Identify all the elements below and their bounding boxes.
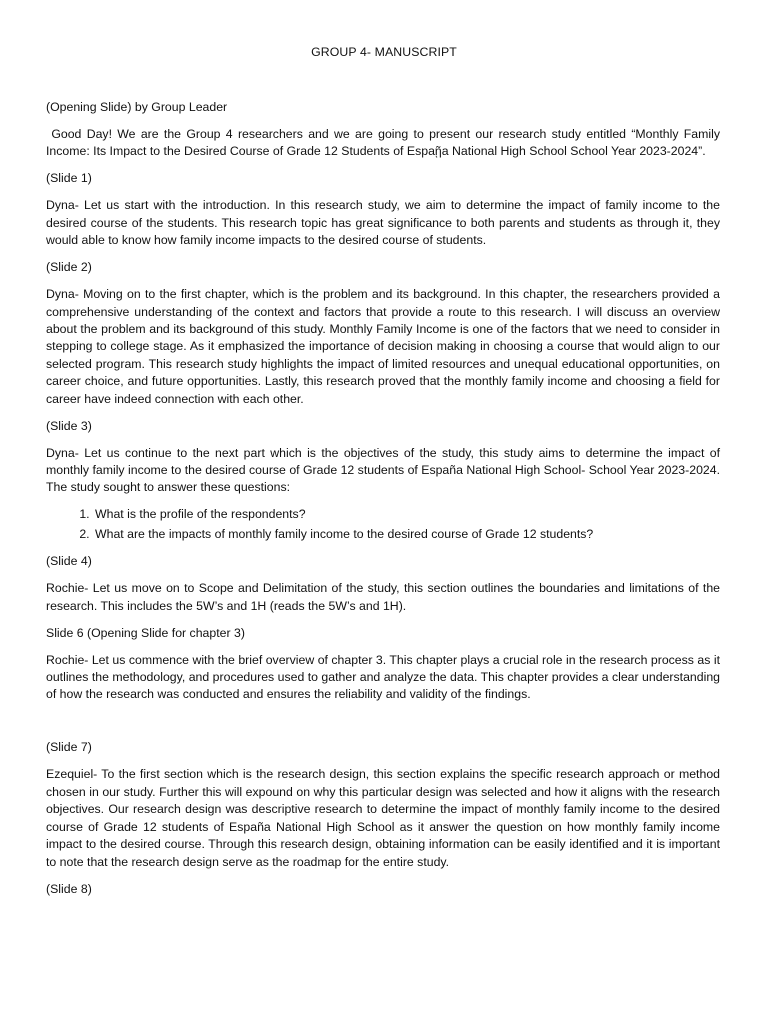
slide-1-label: (Slide 1) — [46, 171, 92, 186]
slide-2-paragraph: Dyna- Moving on to the first chapter, which is the problem and its background. In this chapter, the researchers provided a comprehensive understanding of the context and factors that provide a route to this research. I will discuss an overview about the problem and its background of this study. Monthly Family Income is one of the factors that we need to consider in stepping to college stage. As it emphasized the importance of decision making in choosing a course that would align to our selected program. This research study highlights the impact of limited resources and unequal educational opportunities, on career choice, and future opportunities. Lastly, this research proved that the monthly family income and choosing a field for career have indeed connection with each other. — [46, 287, 720, 406]
slide-7-paragraph: Ezequiel- To the first section which is the research design, this section explains the specific research approach or method chosen in our study. Further this will expound on why this particular design was selected and how it aligns with the research objectives. Our research design was descriptive research to determine the impact of monthly family income to the desired course of Grade 12 students of España National High School as it answer the question on how monthly family income impact to the desired course. Through this research design, obtaining information can be easily identified and it is important to note that the research design serve as the roadmap for the entire study. — [46, 767, 720, 869]
research-questions-list — [46, 506, 720, 543]
opening-slide-label: (Opening Slide) by Group Leader — [46, 100, 228, 114]
slide-3-paragraph: Dyna- Let us continue to the next part which is the objectives of the study, this study aims to determine the impact of monthly family income to the desired course of Grade 12 students of España National High School- School Year 2023-2024. The study sought to answer these questions: — [46, 445, 720, 495]
slide-6-paragraph: Rochie- Let us commence with the brief overview of chapter 3. This chapter plays a crucial role in the research process as it outlines the methodology, and procedures used to gather and analyze the data. This chapter provides a clear understanding of how the research was conducted and ensures the reliability and validity of the findings. — [46, 652, 720, 702]
slide-3-label: (Slide 3) — [46, 418, 92, 433]
slide-6-label: Slide 6 (Opening Slide for chapter 3) — [46, 625, 245, 640]
list-item: 1. What is the profile of the respondents? — [93, 506, 720, 523]
slide-4-label: (Slide 4) — [46, 554, 92, 569]
blank-gap — [46, 713, 720, 739]
opening-paragraph: Good Day! We are the Group 4 researchers and we are going to present our research study entitled “Monthly Family Income: Its Impact to the Desired Course of Grade 12 Students of Espaῇa National High School School Year 2023-2024”. — [46, 127, 724, 159]
slide-7-label: (Slide 7) — [46, 740, 92, 755]
slide-1-paragraph: Dyna- Let us start with the introduction. In this research study, we aim to determine the impact of family income to the desired course of the students. This research topic has great significance to both parents and students as through it, they would able to know how family income impacts to the desired course of students. — [46, 198, 720, 248]
slide-4-paragraph: Rochie- Let us move on to Scope and Delimitation of the study, this section outlines the boundaries and limitations of the research. This includes the 5W’s and 1H (reads the 5W’s and 1H). — [46, 581, 720, 613]
page-title: GROUP 4- MANUSCRIPT — [311, 45, 457, 59]
slide-2-label: (Slide 2) — [46, 260, 92, 275]
list-item: 2. What are the impacts of monthly family income to the desired course of Grade 12 students? — [93, 526, 720, 543]
document-body — [46, 99, 724, 908]
slide-8-label: (Slide 8) — [46, 881, 92, 896]
